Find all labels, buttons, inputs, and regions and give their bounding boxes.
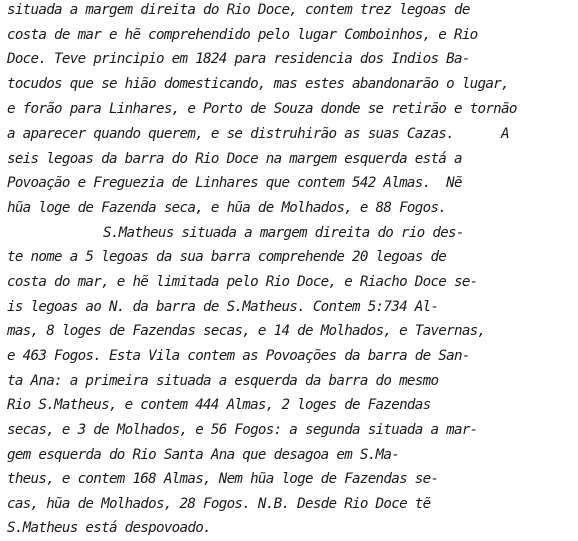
text-line: te nome a 5 legoas da sua barra comprehende 20 legoas de <box>7 249 447 265</box>
text-line: seis legoas da barra do Rio Doce na margem esquerda está a <box>7 151 462 167</box>
text-line: Povoação e Freguezia de Linhares que contem 542 Almas. Nẽ <box>7 175 462 191</box>
text-line: gem esquerda do Rio Santa Ana que desagoa em S.Ma- <box>7 447 400 463</box>
text-line: cas, hũa de Molhados, 28 Fogos. N.B. Desde Rio Doce tẽ <box>7 496 431 512</box>
text-line: costa do mar, e hẽ limitada pelo Rio Doce, e Riacho Doce se- <box>7 274 478 290</box>
text-line: mas, 8 loges de Fazendas secas, e 14 de Molhados, e Tavernas, <box>7 323 486 339</box>
text-line: Rio S.Matheus, e contem 444 Almas, 2 loges de Fazendas <box>7 397 431 413</box>
text-line: costa de mar e hẽ comprehendido pelo lugar Comboinhos, e Rio <box>7 27 478 43</box>
text-line: theus, e contem 168 Almas, Nem hũa loge de Fazendas se- <box>7 471 439 487</box>
text-line: e 463 Fogos. Esta Vila contem as Povoações da barra de San- <box>7 348 470 364</box>
text-line: S.Matheus está despovoado. <box>7 520 211 536</box>
text-line: Doce. Teve principio em 1824 para residencia dos Indios Ba- <box>7 51 470 67</box>
text-line: tocudos que se hião domesticando, mas estes abandonarão o lugar, <box>7 76 509 92</box>
text-line: e forão para Linhares, e Porto de Souza donde se retirão e tornão <box>7 101 517 117</box>
text-line: ta Ana: a primeira situada a esquerda da barra do mesmo <box>7 373 439 389</box>
text-line: situada a margem direita do Rio Doce, contem trez legoas de <box>7 2 470 18</box>
text-line: S.Matheus situada a margem direita do rio des- <box>103 225 464 241</box>
text-line: is legoas ao N. da barra de S.Matheus. Contem 5:734 Al- <box>7 299 439 315</box>
text-line: a aparecer quando querem, e se distruhirão as suas Cazas. A <box>7 126 509 142</box>
text-line: secas, e 3 de Molhados, e 56 Fogos: a segunda situada a mar- <box>7 422 478 438</box>
text-line: hũa loge de Fazenda seca, e hũa de Molhados, e 88 Fogos. <box>7 200 447 216</box>
